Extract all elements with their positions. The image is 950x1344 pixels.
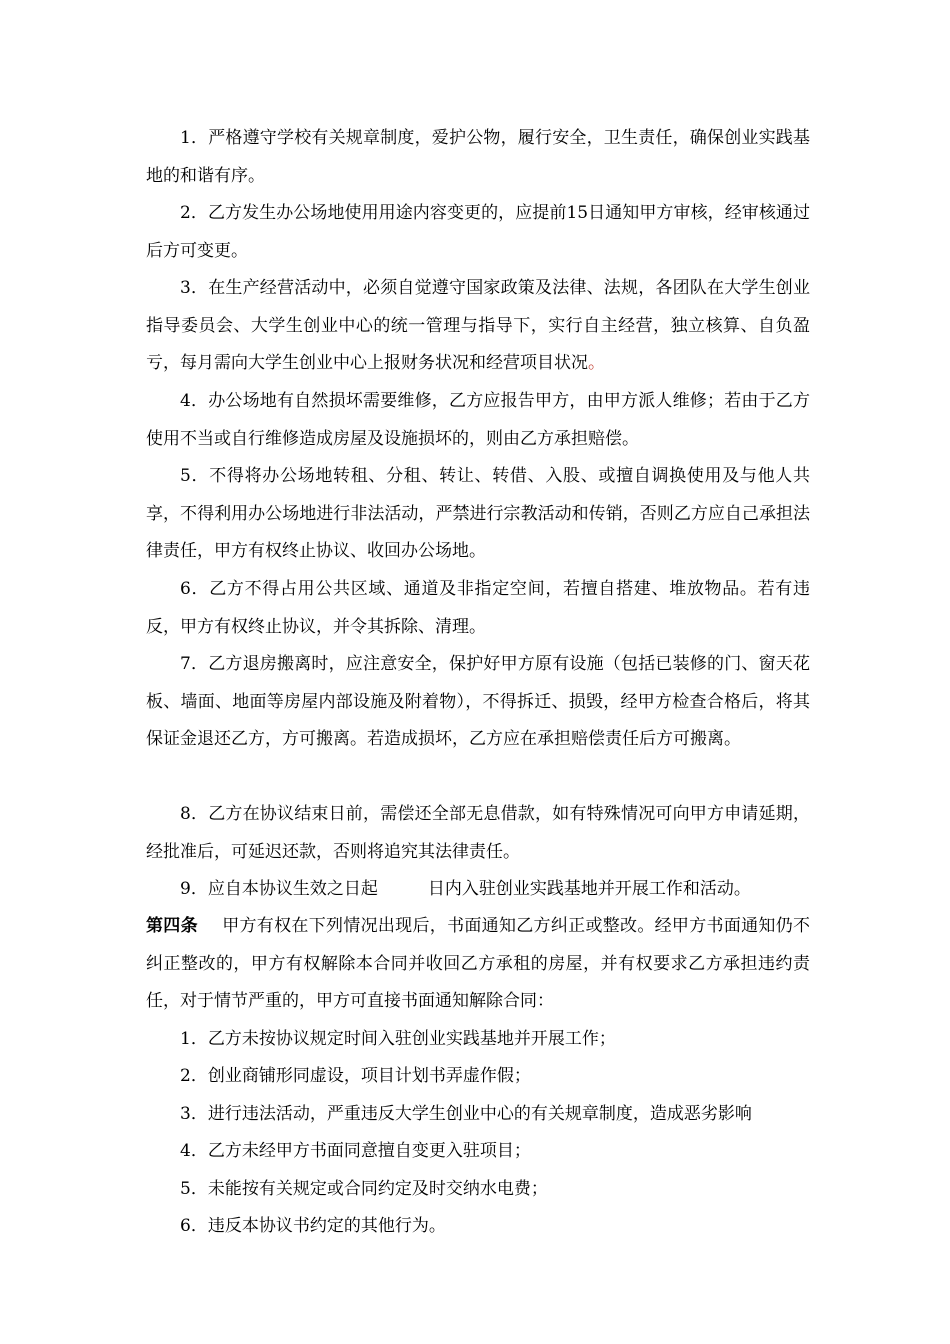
clause-3-3-text: 3．在生产经营活动中，必须自觉遵守国家政策及法律、法规，各团队在大学生创业指导委员会、大学生创业中心的统一管理与指导下，实行自主经营，独立核算、自负盈亏，每月需向大学生创业中心上报财务状况和经营项目状况 [146,278,810,373]
article-4-item-2: 2．创业商铺形同虚设，项目计划书弄虚作假； [180,1066,531,1086]
article-4-text: 甲方有权在下列情况出现后，书面通知乙方纠正或整改。经甲方书面通知仍不纠正整改的，甲方有权解除本合同并收回乙方承租的房屋，并有权要求乙方承担违约责任，对于情节严重的，甲方可直接书面通知解除合同： [146,916,811,1011]
article-4-heading: 第四条 [146,916,198,936]
clause-3-3-mark: 。 [588,353,605,373]
clause-3-4: 4．办公场地有自然损坏需要维修，乙方应报告甲方，由甲方派人维修；若由于乙方使用不当或自行维修造成房屋及设施损坏的，则由乙方承担赔偿。 [146,391,810,449]
clause-3-8: 8．乙方在协议结束日前，需偿还全部无息借款，如有特殊情况可向甲方申请延期，经批准后，可延迟还款，否则将追究其法律责任。 [146,804,810,862]
article-4-item-6: 6．违反本协议书约定的其他行为。 [180,1216,446,1236]
clause-3-6: 6．乙方不得占用公共区域、通道及非指定空间，若擅自搭建、堆放物品。若有违反，甲方有权终止协议，并令其拆除、清理。 [146,579,810,637]
clause-3-9 [146,871,826,909]
article-4-item-1: 1．乙方未按协议规定时间入驻创业实践基地并开展工作； [180,1029,616,1049]
article-4-item-4: 4．乙方未经甲方书面同意擅自变更入驻项目； [180,1141,531,1161]
article-4-item-3: 3．进行违法活动，严重违反大学生创业中心的有关规章制度，造成恶劣影响 [180,1104,752,1124]
clause-3-5: 5．不得将办公场地转租、分租、转让、转借、入股、或擅自调换使用及与他人共享，不得利用办公场地进行非法活动，严禁进行宗教活动和传销，否则乙方应自己承担法律责任，甲方有权终止协议、收回办公场地。 [146,466,810,561]
clause-3-9-start: 9．应自本协议生效之日起 [180,879,378,899]
clause-3-7: 7．乙方退房搬离时，应注意安全，保护好甲方原有设施（包括已装修的门、窗天花板、墙面、地面等房屋内部设施及附着物），不得拆迁、损毁，经甲方检查合格后，将其保证金退还乙方，方可搬离。若造成损坏，乙方应在承担赔偿责任后方可搬离。 [146,654,810,749]
clause-3-9-end: 日内入驻创业实践基地并开展工作和活动。 [427,879,751,899]
clause-3-2: 2．乙方发生办公场地使用用途内容变更的，应提前15日通知甲方审核，经审核通过后方可变更。 [146,203,810,261]
article-4 [146,908,810,1021]
clause-3-3 [146,270,810,383]
article-4-item-5: 5．未能按有关规定或合同约定及时交纳水电费； [180,1179,548,1199]
clause-3-1: 1．严格遵守学校有关规章制度，爱护公物，履行安全，卫生责任，确保创业实践基地的和谐有序。 [146,128,810,186]
